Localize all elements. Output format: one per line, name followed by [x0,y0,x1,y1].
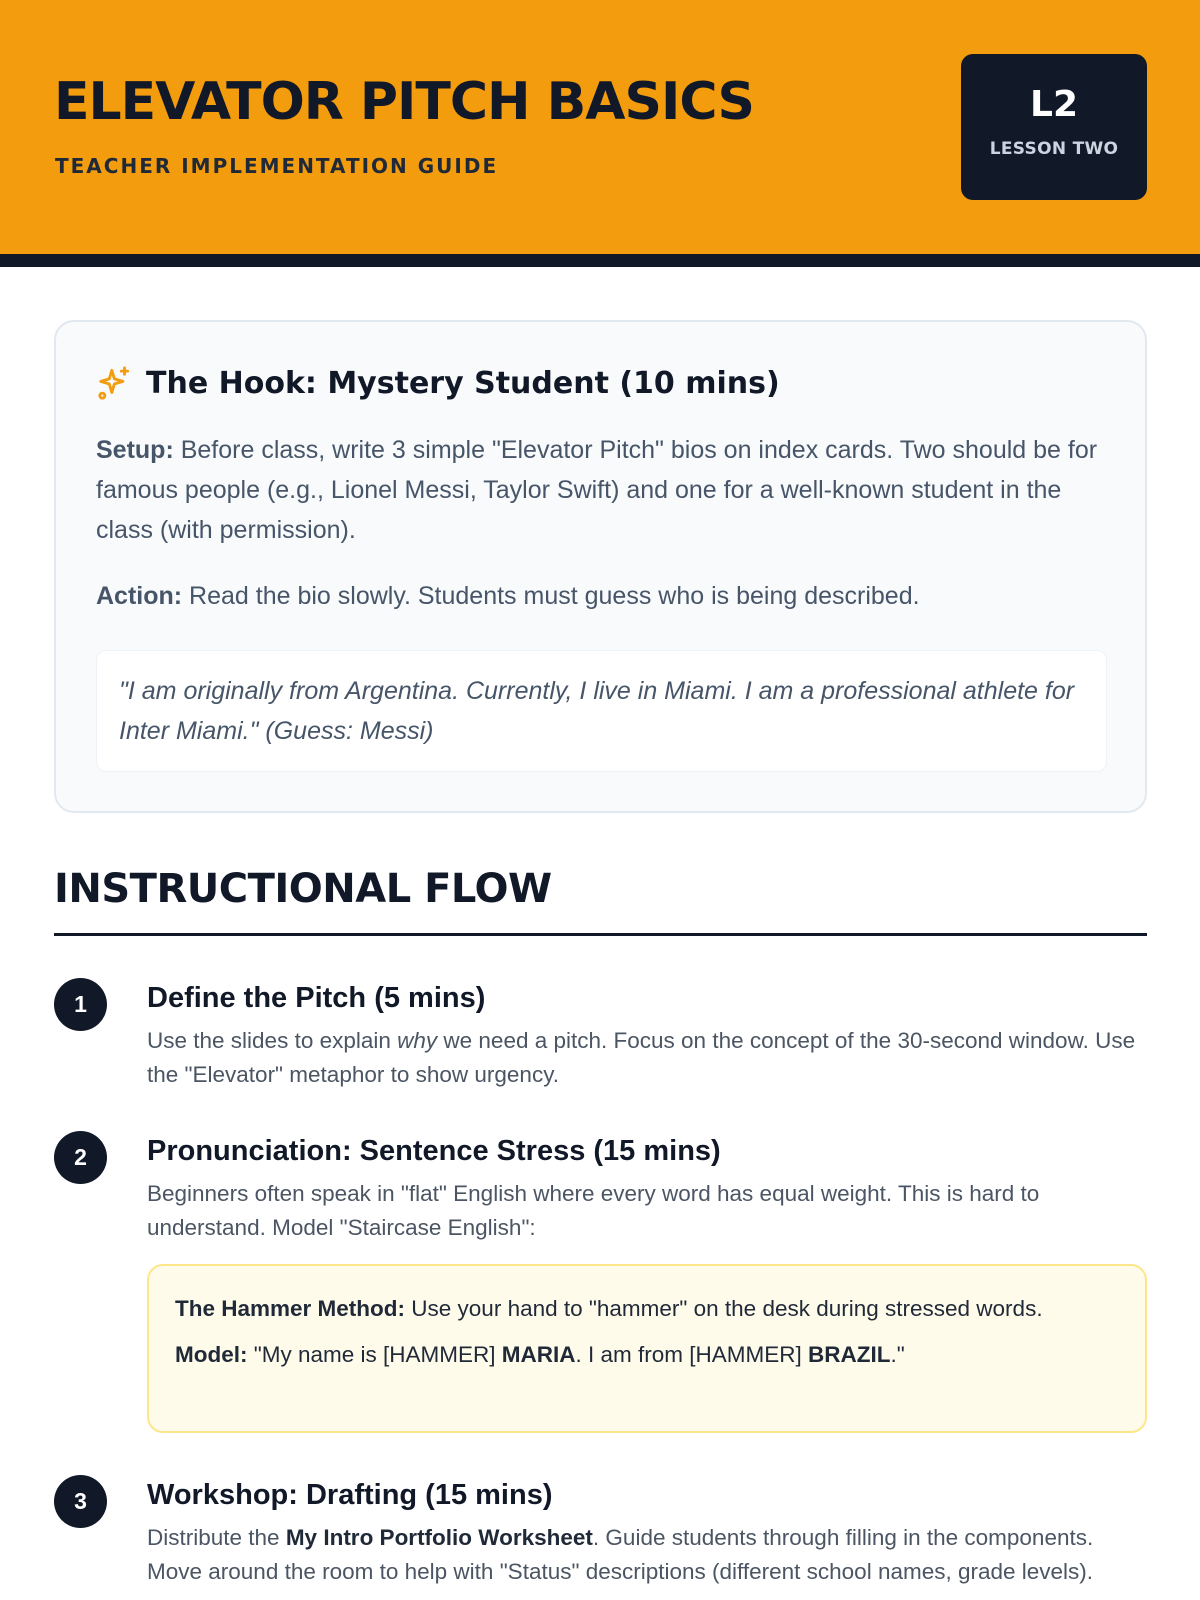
section-heading: INSTRUCTIONAL FLOW [54,866,552,912]
hook-title-row [96,364,780,402]
step-description: Use the slides to explain why we need a pitch. Focus on the concept of the 30-second window. Use the "Elevator" metaphor to show urgency. [147,1028,1136,1087]
hook-action [96,576,1106,616]
header-divider [0,254,1200,267]
lesson-label: LESSON TWO [989,139,1119,159]
tip-method: The Hammer Method: Use your hand to "hammer" on the desk during stressed words. [175,1296,1043,1321]
lesson-code: L2 [1030,84,1078,125]
step-description: Distribute the My Intro Portfolio Worksheet. Guide students through filling in the components. Move around the room to help with "Status" descriptions (different school names, grade levels). [147,1525,1094,1584]
hook-setup [96,430,1106,550]
step-number-badge: 3 [54,1475,107,1528]
page-subtitle: TEACHER IMPLEMENTATION GUIDE [55,154,499,178]
setup-label: Setup: [96,436,174,464]
hook-title: The Hook: Mystery Student (10 mins) [146,365,780,401]
step-description: Beginners often speak in "flat" English where every word has equal weight. This is hard to understand. Model "Staircase English": [147,1181,1040,1240]
step-title: Define the Pitch (5 mins) [147,982,486,1014]
setup-text: Before class, write 3 simple "Elevator Pitch" bios on index cards. Two should be for famous people (e.g., Lionel Messi, Taylor Swift) and one for a well-known student in the class (with permission). [96,436,1098,544]
example-quote: "I am originally from Argentina. Currently, I live in Miami. I am a professional athlete for Inter Miami." (Guess: Messi) [96,650,1107,772]
step-title: Pronunciation: Sentence Stress (15 mins) [147,1135,721,1167]
sparkles-icon [96,364,134,402]
tip-model: Model: "My name is [HAMMER] MARIA. I am from [HAMMER] BRAZIL." [175,1342,905,1367]
header-banner [0,0,1200,254]
hammer-method-tip [147,1264,1147,1433]
action-text: Read the bio slowly. Students must guess who is being described. [182,582,920,610]
lesson-badge [961,54,1147,200]
section-divider [54,933,1147,936]
worksheet-name: My Intro Portfolio Worksheet [285,1525,593,1550]
step-number-badge: 1 [54,978,107,1031]
action-label: Action: [96,582,183,610]
page-title: ELEVATOR PITCH BASICS [54,72,754,132]
step-title: Workshop: Drafting (15 mins) [147,1479,553,1511]
emphasis: why [397,1028,438,1053]
hook-card [54,320,1147,813]
step-number-badge: 2 [54,1131,107,1184]
